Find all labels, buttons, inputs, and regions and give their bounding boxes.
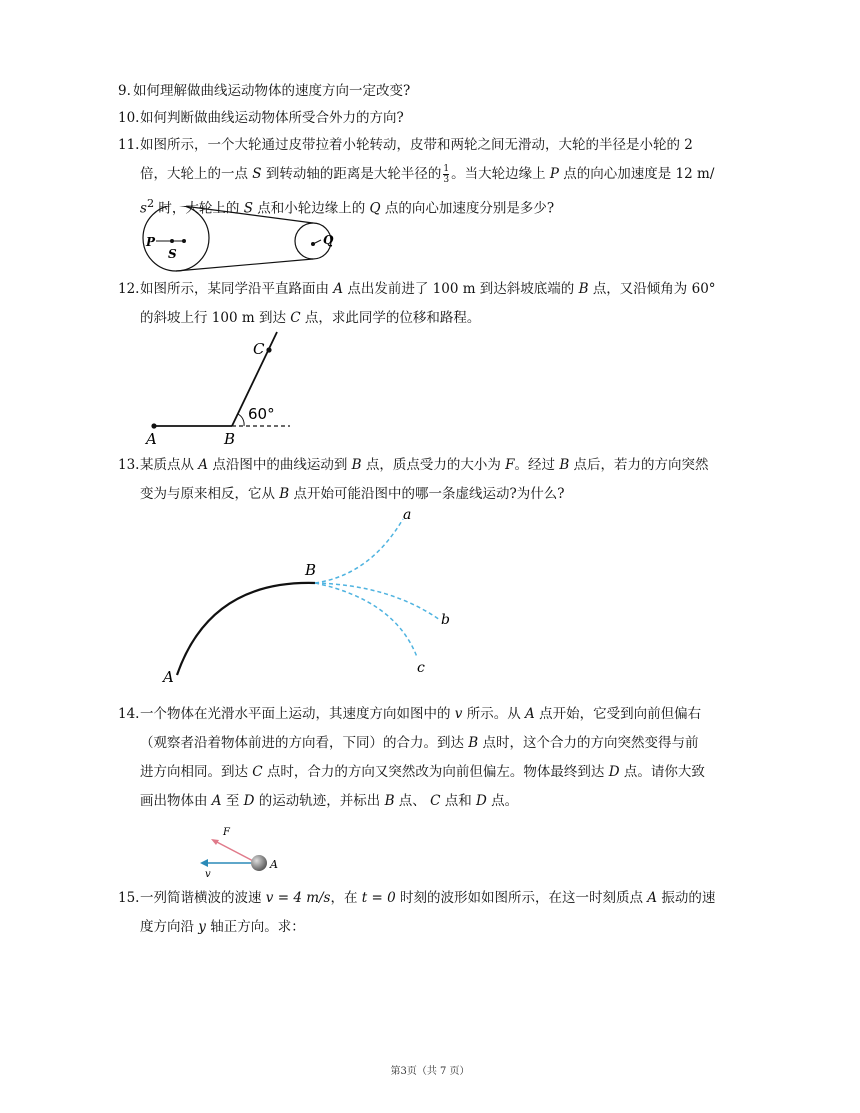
question-number: 15.	[118, 890, 140, 906]
question-line: 一列简谐横波的波速 v = 4 m/s，在 t = 0 时刻的波形如如图所示，在这一时刻质点 A 振动的速	[140, 890, 716, 906]
fraction: $\frac{1}{3}$	[443, 164, 450, 185]
question-number: 14.	[118, 706, 140, 722]
question-10	[118, 104, 768, 133]
question-line: 一个物体在光滑水平面上运动，其速度方向如图中的 v 所示。从 A 点开始，它受到向前但偏右	[140, 706, 702, 722]
label-f: F	[223, 827, 230, 838]
question-text: 如何判断做曲线运动物体所受合外力的方向?	[140, 110, 404, 126]
question-line: 某质点从 A 点沿图中的曲线运动到 B 点，质点受力的大小为 F。经过 B 点后，若力的方向突然	[140, 457, 709, 473]
question-line: 的斜坡上行 100 m 到达 C 点，求此同学的位移和路程。	[140, 310, 481, 326]
question-line: 度方向沿 y 轴正方向。求：	[140, 919, 305, 935]
question-number: 13.	[118, 457, 140, 473]
label-a: A	[146, 430, 157, 446]
figure-force-velocity	[195, 822, 285, 878]
figure-slope	[140, 330, 310, 446]
label-path-b: b	[441, 612, 450, 628]
page-footer: 第3页（共 7 页）	[390, 1066, 470, 1077]
question-line: 变为与原来相反，它从 B 点开始可能沿图中的哪一条虚线运动?为什么?	[140, 486, 565, 502]
figure-belt-pulley	[140, 206, 340, 276]
question-line: 倍，大轮上的一点 S 到转动轴的距离是大轮半径的 $\frac{1}{3}$ 。当大轮边缘上 P 点的向心加速度是 12 m/	[140, 164, 715, 185]
question-14	[118, 700, 768, 816]
label-path-c: c	[417, 660, 425, 676]
label-p: P	[146, 235, 156, 249]
question-number: 11.	[118, 137, 140, 153]
question-line: 如图所示，某同学沿平直路面由 A 点出发前进了 100 m 到达斜坡底端的 B 点，又沿倾角为 60°	[140, 281, 716, 297]
question-line: $s^2$ 时，大轮上的 S 点和小轮边缘上的 Q 点的向心加速度分别是多少?	[140, 197, 555, 217]
label-q: Q	[323, 233, 334, 247]
label-v: v	[205, 869, 211, 878]
label-c: C	[253, 340, 265, 358]
question-9	[118, 77, 768, 106]
label-a: A	[270, 858, 278, 871]
label-s: S	[168, 247, 177, 261]
question-number: 10.	[118, 110, 140, 126]
question-line: （观察者沿着物体前进的方向看，下同）的合力。到达 B 点时，这个合力的方向突然变得与前	[140, 735, 699, 751]
label-b: B	[305, 561, 317, 579]
question-line: 进方向相同。到达 C 点时，合力的方向又突然改为向前但偏左。物体最终到达 D 点。请你大致	[140, 764, 705, 780]
question-13	[118, 451, 768, 509]
label-a: A	[163, 668, 174, 686]
label-b: B	[224, 430, 236, 446]
figure-curve-paths	[155, 505, 465, 690]
question-text: 如何理解做曲线运动物体的速度方向一定改变?	[133, 83, 411, 99]
question-number: 12.	[118, 281, 140, 297]
label-angle: 60°	[248, 405, 275, 423]
question-line: 画出物体由 A 至 D 的运动轨迹，并标出 B 点、 C 点和 D 点。	[140, 793, 519, 809]
label-path-a: a	[403, 507, 412, 523]
question-12	[118, 275, 768, 333]
question-15	[118, 884, 768, 942]
question-number: 9.	[118, 83, 131, 99]
question-line: 如图所示，一个大轮通过皮带拉着小轮转动，皮带和两轮之间无滑动，大轮的半径是小轮的 2	[140, 137, 693, 153]
